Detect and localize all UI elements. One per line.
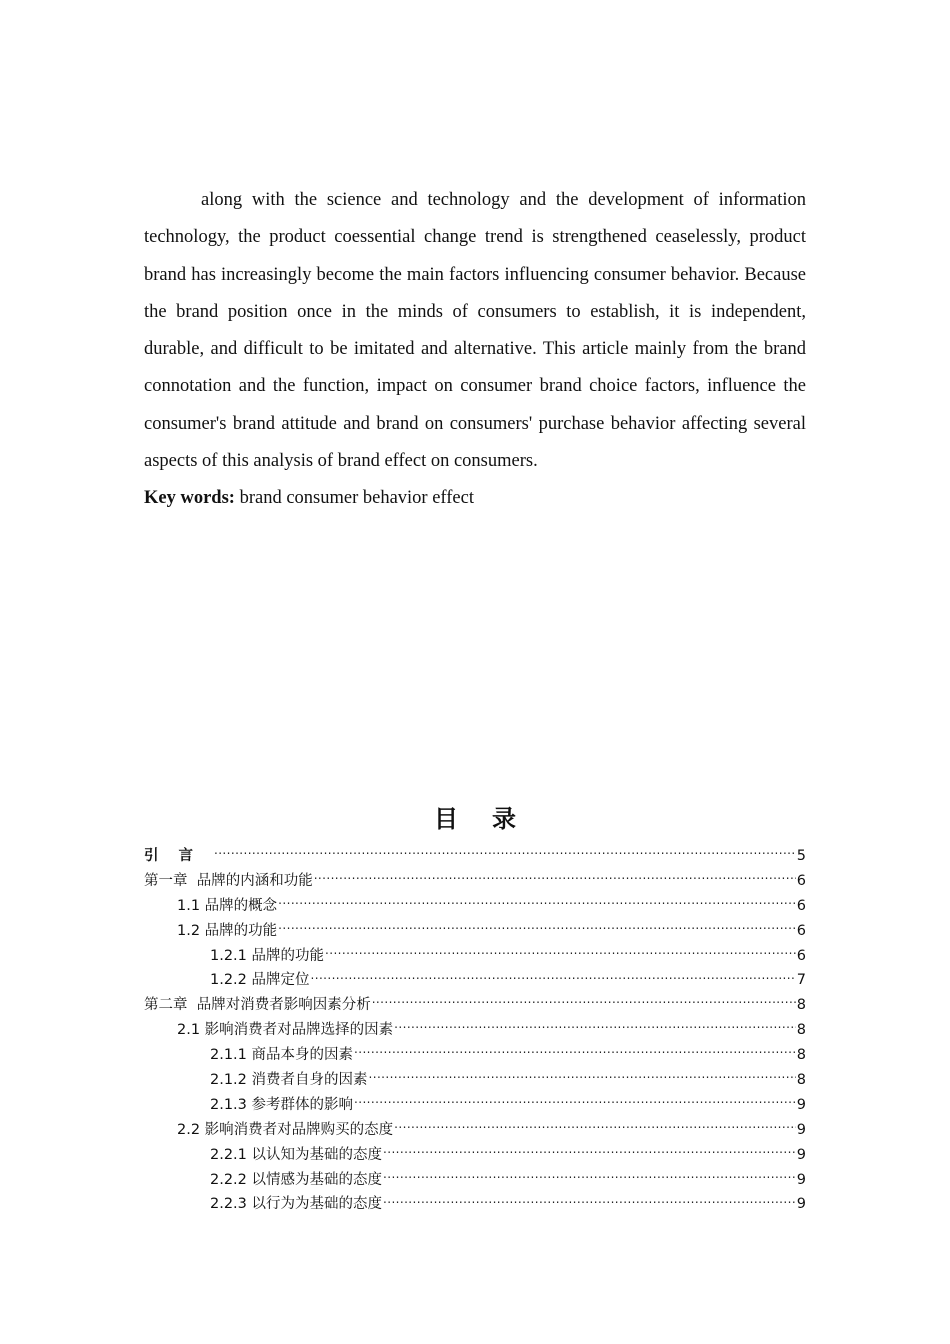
toc-entry-1-2-1[interactable] — [144, 944, 806, 969]
toc-dot-leader — [383, 1194, 796, 1208]
toc-page-number: 8 — [796, 997, 806, 1014]
toc-entry-2-1-1[interactable] — [144, 1043, 806, 1068]
toc-entry-label: 1.1 品牌的概念 — [177, 897, 278, 914]
toc-entry-label: 第二章 品牌对消费者影响因素分析 — [144, 997, 371, 1014]
toc-page-number: 8 — [796, 1022, 806, 1039]
toc-page-number: 6 — [796, 947, 806, 964]
toc-dot-leader — [214, 846, 796, 860]
toc-entry-label: 1.2 品牌的功能 — [177, 922, 278, 939]
toc-entry-label: 1.2.1 品牌的功能 — [210, 947, 325, 964]
toc-entry-1-2[interactable] — [144, 919, 806, 944]
toc-page-number: 9 — [796, 1121, 806, 1138]
toc-title: 目录 — [434, 805, 550, 833]
toc-entry-label: 1.2.2 品牌定位 — [210, 972, 310, 989]
toc-entry-1-2-2[interactable] — [144, 968, 806, 993]
toc-entry-2-2-3[interactable] — [144, 1192, 806, 1217]
toc-dot-leader — [372, 995, 796, 1009]
table-of-contents — [144, 844, 806, 1217]
toc-page-number: 8 — [796, 1072, 806, 1089]
toc-page-number: 6 — [796, 897, 806, 914]
keywords-value: brand consumer behavior effect — [234, 488, 474, 508]
toc-entry-2-1-3[interactable] — [144, 1093, 806, 1118]
toc-page-number: 7 — [796, 972, 806, 989]
abstract-paragraph: along with the science and technology and the development of information technology, the product coessential change trend is strengthened ceaselessly, product brand has increasingly become the main factors influencing consumer behavior. Because the brand position once in the minds of consumers to establish, it is independent, durable, and difficult to be imitated and alternative. This article mainly from the brand connotation and the function, impact on consumer brand choice factors, influence the consumer's brand attitude and brand on consumers' purchase behavior affecting several aspects of this analysis of brand effect on consumers. — [144, 190, 806, 472]
toc-page-number: 6 — [796, 872, 806, 889]
toc-page-number: 5 — [796, 848, 806, 864]
toc-entry-1-1[interactable] — [144, 894, 806, 919]
toc-dot-leader — [383, 1145, 796, 1159]
toc-entry-intro[interactable] — [144, 844, 806, 869]
keywords-label: Key words: — [144, 488, 235, 508]
toc-dot-leader — [311, 970, 796, 984]
toc-page-number: 9 — [796, 1196, 806, 1213]
toc-page-number: 9 — [796, 1171, 806, 1188]
toc-entry-label: 第一章 品牌的内涵和功能 — [144, 872, 313, 889]
toc-entry-chapter-2[interactable] — [144, 993, 806, 1018]
toc-entry-label: 2.1 影响消费者对品牌选择的因素 — [177, 1022, 394, 1039]
toc-entry-label: 2.2 影响消费者对品牌购买的态度 — [177, 1121, 394, 1138]
toc-entry-label: 2.2.1 以认知为基础的态度 — [210, 1146, 383, 1163]
toc-entry-chapter-1[interactable] — [144, 869, 806, 894]
toc-page-number: 8 — [796, 1047, 806, 1064]
toc-dot-leader — [394, 1120, 796, 1134]
toc-entry-2-2[interactable] — [144, 1118, 806, 1143]
toc-entry-label: 2.1.3 参考群体的影响 — [210, 1096, 354, 1113]
toc-dot-leader — [383, 1170, 796, 1184]
toc-entry-2-1-2[interactable] — [144, 1068, 806, 1093]
toc-entry-label: 2.1.2 消费者自身的因素 — [210, 1072, 368, 1089]
toc-dot-leader — [325, 946, 796, 960]
toc-entry-label: 2.1.1 商品本身的因素 — [210, 1047, 354, 1064]
toc-entry-label: 2.2.2 以情感为基础的态度 — [210, 1171, 383, 1188]
toc-dot-leader — [278, 921, 796, 935]
toc-entry-2-2-1[interactable] — [144, 1143, 806, 1168]
toc-page-number: 9 — [796, 1146, 806, 1163]
keywords-line — [144, 484, 806, 512]
toc-page-number: 9 — [796, 1096, 806, 1113]
toc-page-number: 6 — [796, 922, 806, 939]
toc-dot-leader — [354, 1045, 796, 1059]
toc-entry-2-2-2[interactable] — [144, 1168, 806, 1193]
toc-dot-leader — [394, 1020, 796, 1034]
english-abstract — [144, 182, 806, 480]
toc-dot-leader — [354, 1095, 796, 1109]
toc-dot-leader — [369, 1070, 796, 1084]
toc-entry-2-1[interactable] — [144, 1018, 806, 1043]
toc-entry-label: 2.2.3 以行为为基础的态度 — [210, 1196, 383, 1213]
toc-entry-label: 引言 — [144, 848, 213, 864]
toc-dot-leader — [314, 871, 796, 885]
toc-dot-leader — [278, 896, 796, 910]
